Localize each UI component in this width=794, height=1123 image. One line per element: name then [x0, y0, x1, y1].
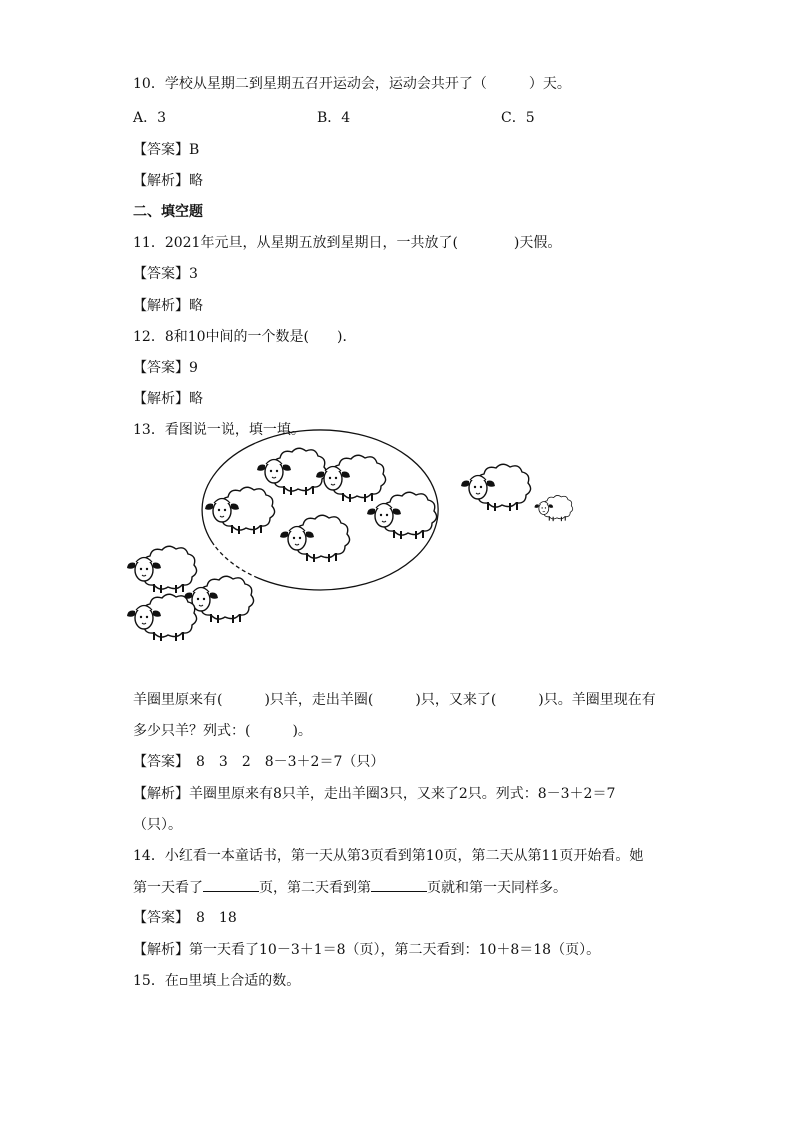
q12-stem: 12．8和10中间的一个数是( )．	[133, 329, 357, 345]
q14-stem-part-a: 第一天看了	[133, 880, 203, 896]
q14-answer: 【答案】 8 18	[133, 910, 237, 926]
q13-analysis-line-1: 【解析】羊圈里原来有8只羊，走出羊圈3只，又来了2只。列式：8－3＋2＝7	[133, 786, 616, 802]
blank-line	[371, 877, 427, 892]
q12-analysis: 【解析】略	[133, 391, 203, 407]
q11-stem: 11．2021年元旦，从星期五放到星期日，一共放了( )天假。	[133, 235, 562, 251]
q14-stem-part-c: 页就和第一天同样多。	[427, 880, 567, 896]
q10-analysis: 【解析】略	[133, 173, 203, 189]
q11-analysis: 【解析】略	[133, 298, 203, 314]
q13-stem: 13．看图说一说，填一填。	[133, 422, 305, 438]
q12-answer: 【答案】9	[133, 360, 198, 376]
q14-stem-part-b: 页，第二天看到第	[259, 880, 371, 896]
q14-stem-line-2	[133, 877, 567, 898]
q10-option-b: B．4	[317, 110, 351, 126]
q14-analysis: 【解析】第一天看了10－3＋1＝8（页），第二天看到：10＋8＝18（页）。	[133, 942, 601, 958]
section-title: 二、填空题	[133, 204, 203, 220]
q13-analysis-line-2: （只）。	[133, 817, 182, 833]
q10-option-c: C．5	[501, 110, 535, 126]
q11-answer: 【答案】3	[133, 266, 198, 282]
q13-fill-line-2: 多少只羊？列式：( )。	[133, 723, 312, 739]
q10-answer: 【答案】B	[133, 142, 200, 158]
q13-fill-line-1: 羊圈里原来有( )只羊，走出羊圈( )只，又来了( )只。羊圈里现在有	[133, 692, 656, 708]
q10-stem: 10．学校从星期二到星期五召开运动会，运动会共开了（ ）天。	[133, 76, 571, 92]
q15-stem: 15．在▫里填上合适的数。	[133, 973, 301, 989]
q14-stem-line-1: 14．小红看一本童话书，第一天从第3页看到第10页，第二天从第11页开始看。她	[133, 848, 644, 864]
blank-line	[203, 877, 259, 892]
q13-answer: 【答案】 8 3 2 8－3＋2＝7（只）	[133, 754, 385, 770]
q10-option-a: A．3	[133, 110, 167, 126]
